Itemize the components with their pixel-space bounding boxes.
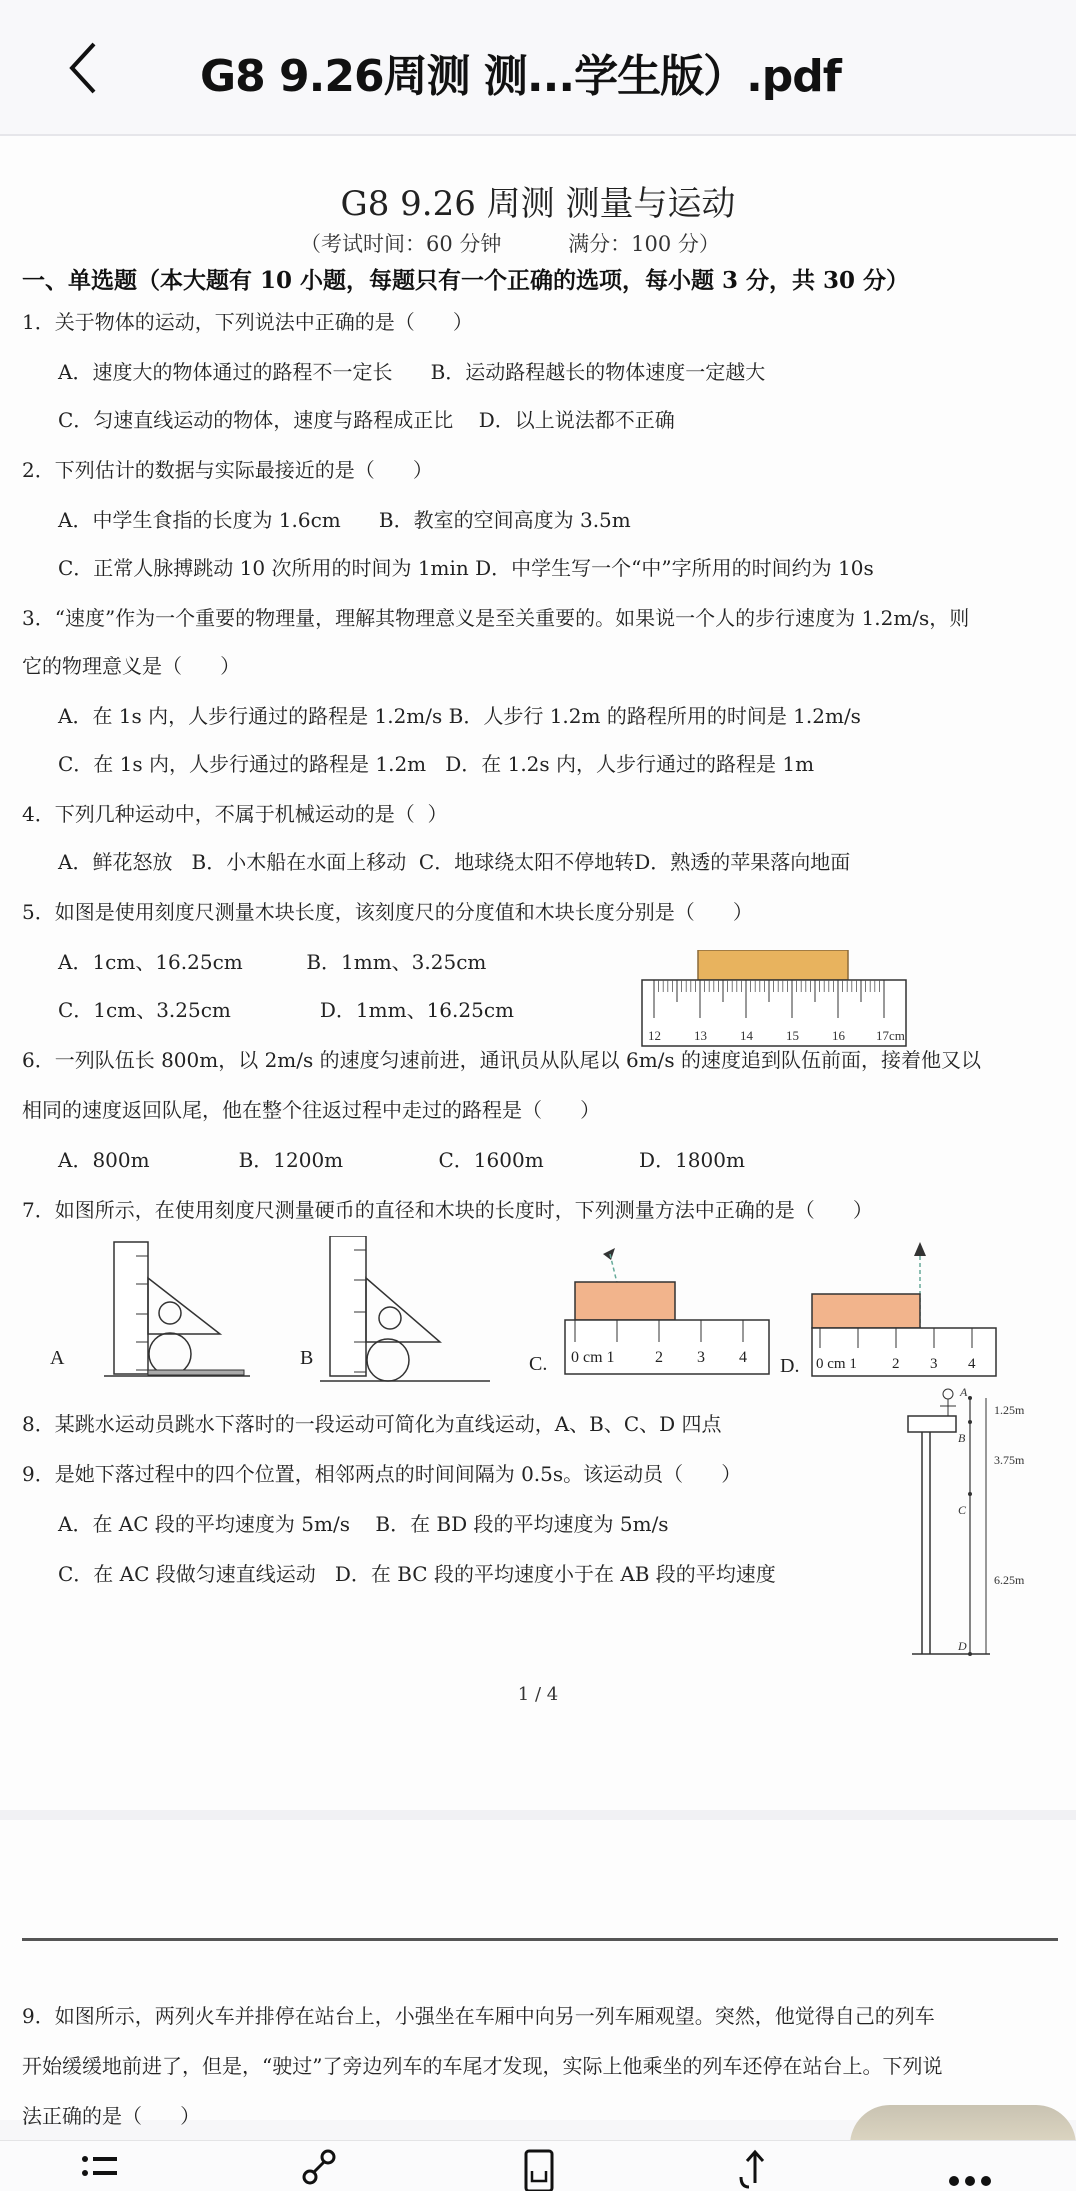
question-7-figure-d bbox=[780, 1234, 1020, 1384]
svg-text:13: 13 bbox=[694, 1028, 707, 1043]
question-6-stem-1: 6．一列队伍长 800m，以 2m/s 的速度匀速前进，通讯员从队尾以 6m/s 的速度追到队伍前面，接着他又以 bbox=[22, 1048, 982, 1072]
page2-question-9-stem-3: 法正确的是（ ） bbox=[22, 2104, 201, 2128]
question-3-options-ab: A．在 1s 内，人步行通过的路程是 1.2m/s B．人步行 1.2m 的路程所用的时间是 1.2m/s bbox=[58, 704, 861, 728]
svg-text:B: B bbox=[958, 1431, 966, 1445]
document-title: G8 9.26周测 测...学生版）.pdf bbox=[200, 51, 841, 102]
svg-text:3: 3 bbox=[930, 1356, 938, 1372]
question-6-options: A．800m B．1200m C．1600m D．1800m bbox=[58, 1148, 745, 1172]
exam-subtitle: （考试时间：60 分钟 满分：100 分） bbox=[300, 232, 720, 256]
top-bar bbox=[0, 0, 1076, 136]
back-button[interactable] bbox=[60, 38, 110, 98]
question-5-ruler-figure bbox=[640, 950, 910, 1050]
svg-text:B: B bbox=[300, 1347, 314, 1369]
question-8-stem-2: 9．是她下落过程中的四个位置，相邻两点的时间间隔为 0.5s。该运动员（ ） bbox=[22, 1462, 742, 1486]
svg-text:D.: D. bbox=[780, 1355, 800, 1377]
question-3-options-cd: C．在 1s 内，人步行通过的路程是 1.2m D．在 1.2s 内，人步行通过的路程是 1m bbox=[58, 752, 815, 776]
question-8-options-ab: A．在 AC 段的平均速度为 5m/s B．在 BD 段的平均速度为 5m/s bbox=[58, 1512, 669, 1536]
bottom-toolbar bbox=[0, 2140, 1076, 2191]
question-5-options-ab: A．1cm、16.25cm B．1mm、3.25cm bbox=[58, 950, 487, 974]
question-1-options-ab: A．速度大的物体通过的路程不一定长 B．运动路程越长的物体速度一定越大 bbox=[58, 360, 766, 384]
question-7-figure-b bbox=[290, 1236, 520, 1386]
share-button[interactable] bbox=[290, 2147, 350, 2191]
question-7-stem: 7．如图所示，在使用刻度尺测量硬币的直径和木块的长度时，下列测量方法中正确的是（ ） bbox=[22, 1198, 873, 1222]
svg-text:0 cm 1: 0 cm 1 bbox=[816, 1356, 857, 1372]
list-icon bbox=[75, 2147, 135, 2191]
pdf-page-1 bbox=[0, 136, 1076, 1816]
question-8-diving-figure bbox=[900, 1386, 1060, 1666]
svg-text:17cm: 17cm bbox=[876, 1028, 905, 1043]
outline-button[interactable] bbox=[75, 2147, 135, 2191]
svg-text:0 cm 1: 0 cm 1 bbox=[571, 1349, 615, 1366]
question-2-stem: 2．下列估计的数据与实际最接近的是（ ） bbox=[22, 458, 433, 482]
export-icon bbox=[725, 2147, 785, 2191]
svg-text:3: 3 bbox=[697, 1349, 705, 1366]
section-heading: 一、单选题（本大题有 10 小题，每题只有一个正确的选项，每小题 3 分，共 30 分） bbox=[22, 267, 910, 294]
question-4-options: A．鲜花怒放 B．小木船在水面上移动 C．地球绕太阳不停地转D．熟透的苹果落向地面 bbox=[58, 850, 851, 874]
svg-text:A: A bbox=[960, 1386, 968, 1399]
svg-text:2: 2 bbox=[655, 1349, 663, 1366]
question-8-options-cd: C．在 AC 段做匀速直线运动 D．在 BC 段的平均速度小于在 AB 段的平均速度 bbox=[58, 1562, 776, 1586]
question-8-stem-1: 8．某跳水运动员跳水下落时的一段运动可简化为直线运动，A、B、C、D 四点 bbox=[22, 1412, 722, 1436]
svg-text:4: 4 bbox=[968, 1356, 976, 1372]
svg-text:6.25m: 6.25m bbox=[994, 1573, 1025, 1587]
question-2-options-ab: A．中学生食指的长度为 1.6cm B．教室的空间高度为 3.5m bbox=[58, 508, 631, 532]
question-3-stem-1: 3．“速度”作为一个重要的物理量，理解其物理意义是至关重要的。如果说一个人的步行速度为 1.2m/s，则 bbox=[22, 606, 970, 630]
export-button[interactable] bbox=[725, 2147, 785, 2191]
question-2-options-cd: C．正常人脉搏跳动 10 次所用的时间为 1min D．中学生写一个“中”字所用的时间约为 10s bbox=[58, 556, 874, 580]
svg-text:C: C bbox=[958, 1503, 967, 1517]
more-icon bbox=[940, 2147, 1000, 2191]
svg-text:2: 2 bbox=[892, 1356, 900, 1372]
question-5-options-cd: C．1cm、3.25cm D．1mm、16.25cm bbox=[58, 998, 515, 1022]
svg-text:3.75m: 3.75m bbox=[994, 1453, 1025, 1467]
svg-text:15: 15 bbox=[786, 1028, 799, 1043]
save-icon bbox=[510, 2147, 570, 2191]
question-5-stem: 5．如图是使用刻度尺测量木块长度，该刻度尺的分度值和木块长度分别是（ ） bbox=[22, 900, 753, 924]
svg-text:14: 14 bbox=[740, 1028, 753, 1043]
question-3-stem-2: 它的物理意义是（ ） bbox=[22, 654, 241, 678]
page2-question-9-stem-2: 开始缓缓地前进了，但是，“驶过”了旁边列车的车尾才发现，实际上他乘坐的列车还停在站台上。下列说 bbox=[22, 2054, 943, 2078]
chevron-left-icon bbox=[60, 38, 110, 98]
svg-text:16: 16 bbox=[832, 1028, 845, 1043]
svg-text:A: A bbox=[50, 1347, 65, 1369]
save-button[interactable] bbox=[510, 2147, 570, 2191]
page2-question-9-stem-1: 9．如图所示，两列火车并排停在站台上，小强坐在车厢中向另一列车厢观望。突然，他觉得自己的列车 bbox=[22, 2004, 935, 2028]
svg-text:4: 4 bbox=[739, 1349, 747, 1366]
question-1-options-cd: C．匀速直线运动的物体，速度与路程成正比 D．以上说法都不正确 bbox=[58, 408, 675, 432]
svg-text:12: 12 bbox=[648, 1028, 661, 1043]
question-6-stem-2: 相同的速度返回队尾，他在整个往返过程中走过的路程是（ ） bbox=[22, 1098, 601, 1122]
question-7-figure-a bbox=[40, 1236, 260, 1386]
question-4-stem: 4．下列几种运动中，不属于机械运动的是（ ） bbox=[22, 802, 448, 826]
svg-text:C.: C. bbox=[529, 1353, 548, 1375]
more-button[interactable] bbox=[940, 2147, 1000, 2191]
share-icon bbox=[290, 2147, 350, 2191]
train-figure-thumbnail bbox=[850, 2105, 1076, 2145]
page-indicator: 1 / 4 bbox=[517, 1684, 559, 1705]
pdf-page-2 bbox=[0, 1820, 1076, 2128]
svg-text:1.25m: 1.25m bbox=[994, 1403, 1025, 1417]
question-7-figure-c bbox=[525, 1234, 785, 1384]
exam-title: G8 9.26 周测 测量与运动 bbox=[340, 184, 736, 224]
header-rule bbox=[22, 1938, 1058, 1941]
svg-text:D: D bbox=[958, 1639, 967, 1653]
question-1-stem: 1．关于物体的运动，下列说法中正确的是（ ） bbox=[22, 310, 473, 334]
